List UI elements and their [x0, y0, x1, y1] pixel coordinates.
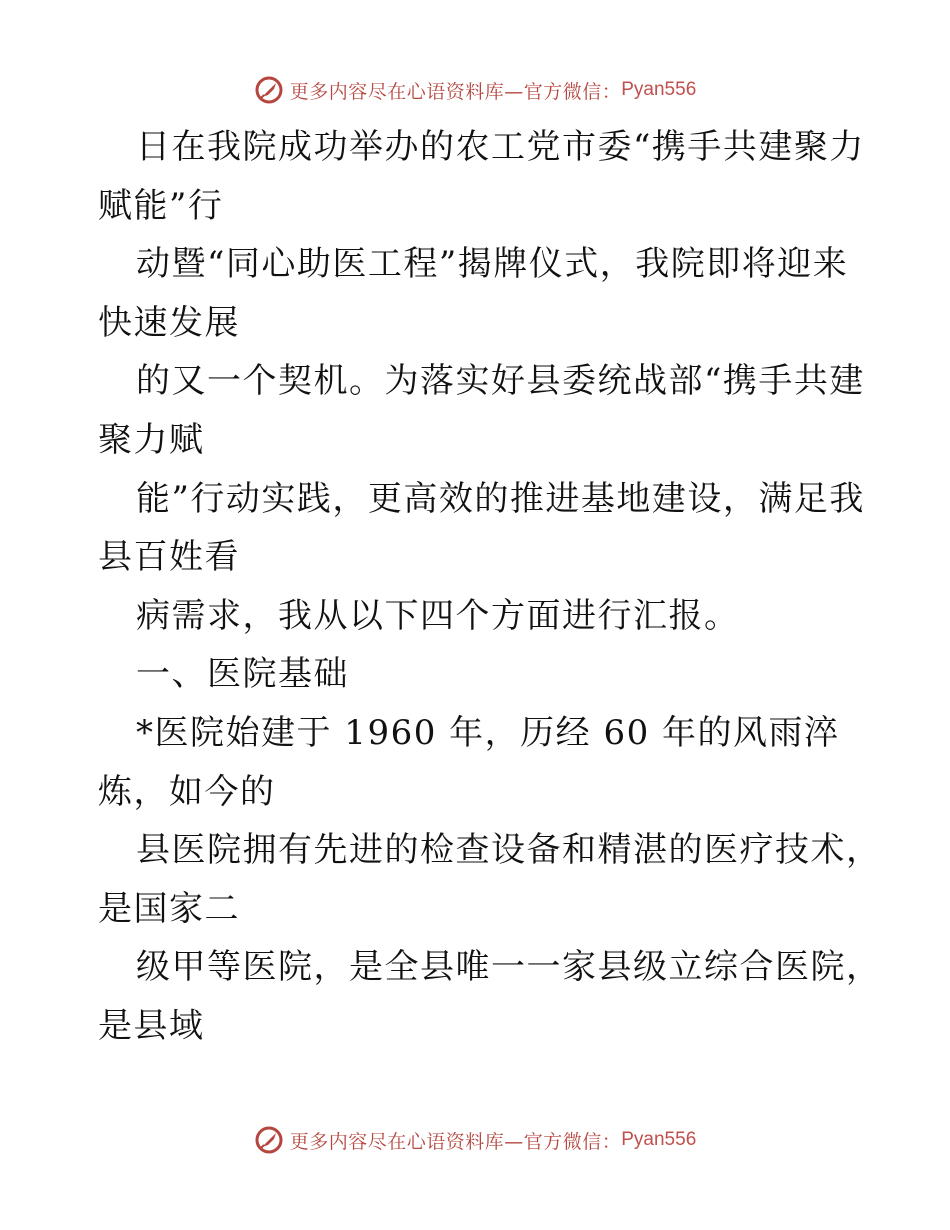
paragraph-line: 级甲等医院，是全县唯一一家县级立综合医院，: [136, 947, 882, 988]
paragraph-line: 的又一个契机。为落实好县委统战部“携手共建: [136, 361, 865, 402]
document-body: [98, 118, 882, 1056]
paragraph-line: *医院始建于 1960 年，历经 60 年的风雨淬: [136, 712, 840, 753]
paragraph-line: 聚力赋: [98, 419, 205, 460]
paragraph-line: 赋能”行: [98, 185, 224, 226]
footer-wechat-id: Pyan556: [621, 1129, 697, 1150]
header-banner-text: 更多内容尽在心语资料库—官方微信：: [289, 80, 622, 103]
footer-banner: [0, 1120, 950, 1160]
paragraph-line: 县医院拥有先进的检查设备和精湛的医疗技术，: [136, 830, 882, 871]
paragraph-line: 动暨“同心助医工程”揭牌仪式，我院即将迎来: [136, 244, 849, 285]
paragraph-line: 炼，如今的: [98, 771, 276, 812]
footer-banner-text: 更多内容尽在心语资料库—官方微信：: [289, 1130, 622, 1153]
section-heading: 一、医院基础: [136, 654, 349, 695]
header-banner: [0, 70, 950, 110]
paragraph-line: 是县域: [98, 1005, 205, 1046]
paragraph-line: 快速发展: [98, 302, 240, 343]
paragraph-line: 县百姓看: [98, 537, 240, 578]
quill-logo-icon: [254, 75, 284, 105]
header-wechat-id: Pyan556: [621, 79, 697, 100]
paragraph-line: 病需求，我从以下四个方面进行汇报。: [136, 595, 740, 636]
paragraph-line: 能”行动实践，更高效的推进基地建设，满足我: [136, 478, 865, 519]
paragraph-line: 是国家二: [98, 888, 240, 929]
quill-logo-icon: [254, 1125, 284, 1155]
paragraph-line: 日在我院成功举办的农工党市委“携手共建聚力: [136, 127, 865, 167]
